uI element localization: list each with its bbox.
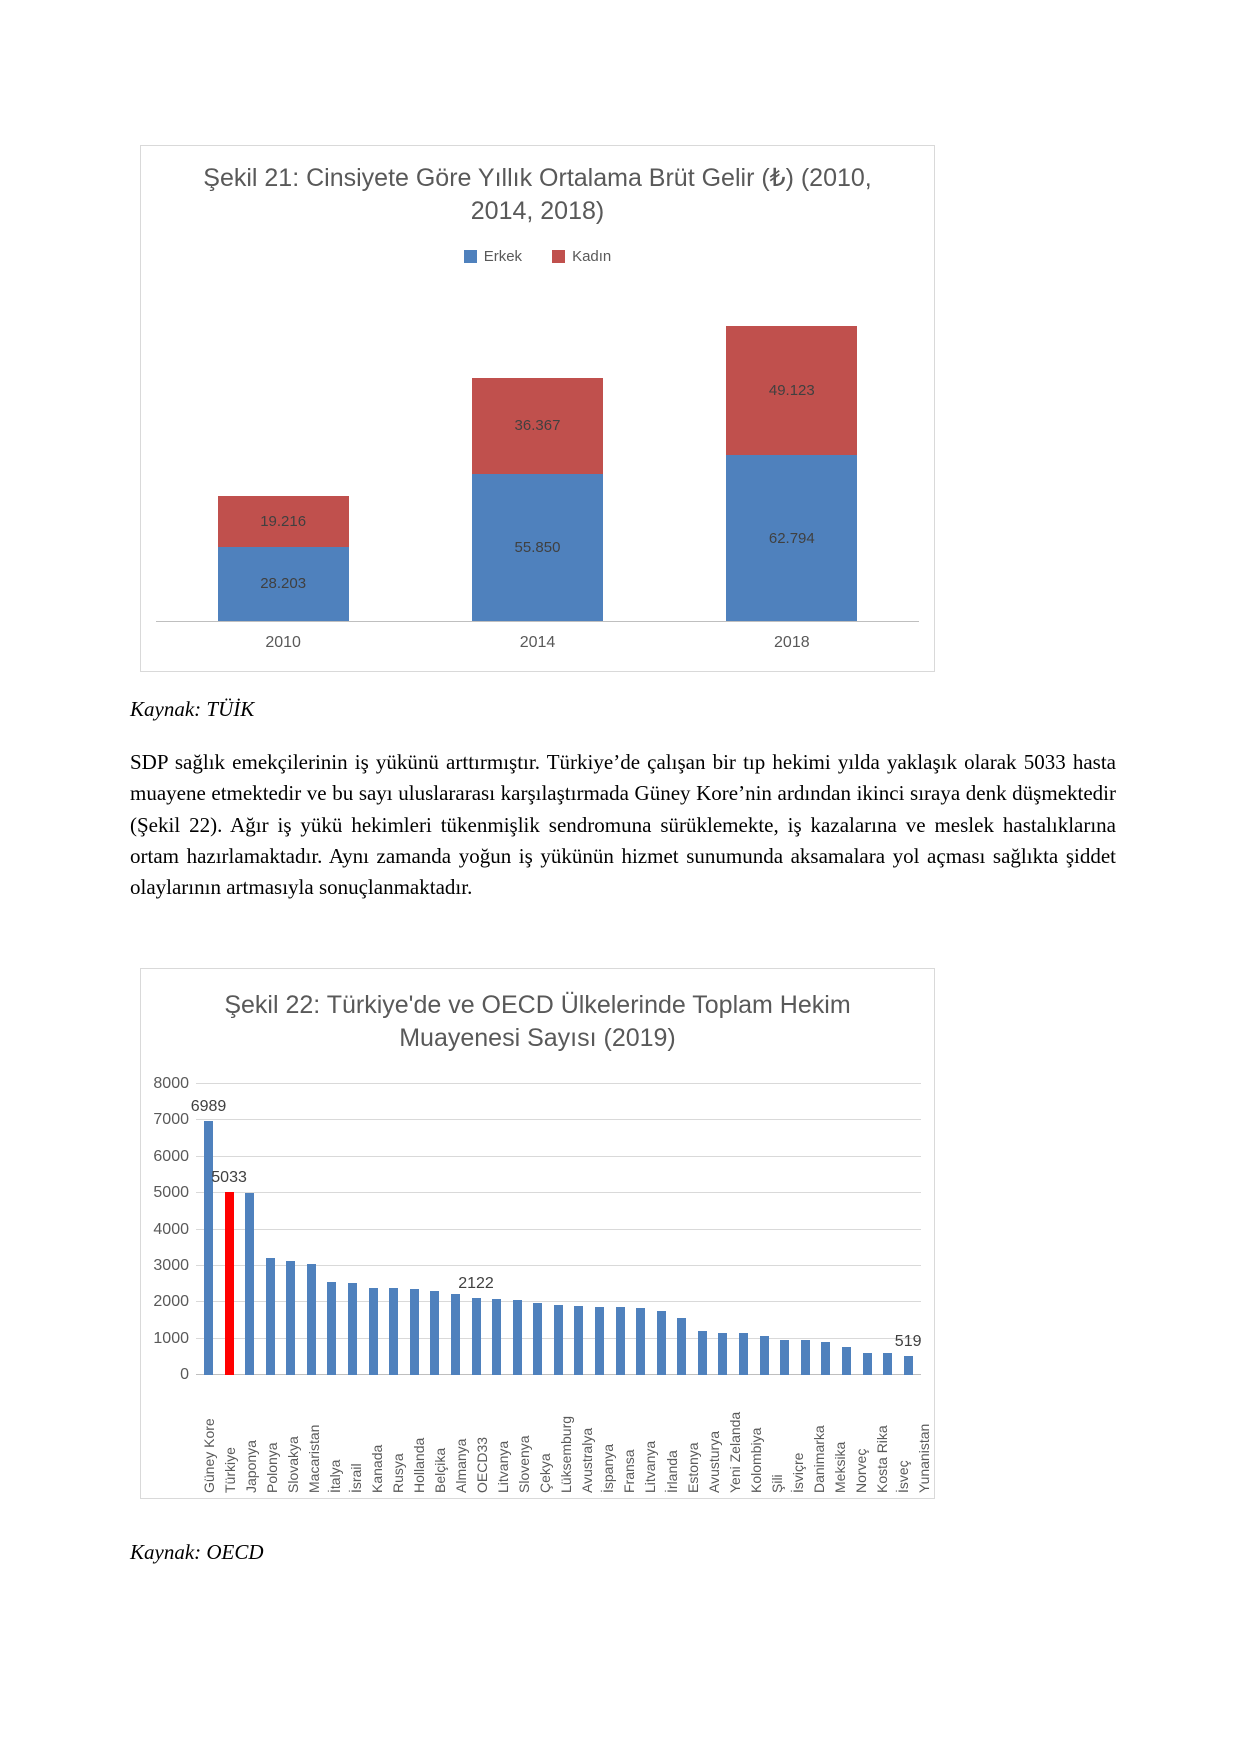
- legend-item: [464, 248, 522, 265]
- bar-column: [245, 1193, 254, 1375]
- bar-column: [348, 1283, 357, 1375]
- bar: [801, 1340, 810, 1375]
- x-axis-label: [347, 1381, 364, 1493]
- x-axis-label: [789, 1381, 806, 1493]
- x-axis-label: [284, 1381, 301, 1493]
- x-axis-label: [221, 1381, 238, 1493]
- x-axis-label-text: Kanada: [368, 1444, 385, 1493]
- x-axis-label-text: Belçika: [432, 1447, 449, 1493]
- bar: [327, 1282, 336, 1375]
- figure-22-bars: [190, 1084, 922, 1375]
- x-axis-label-text: Meksika: [831, 1441, 848, 1493]
- data-label: 5033: [211, 1168, 247, 1186]
- bar-column: [801, 1340, 810, 1375]
- x-axis-label-text: Hollanda: [410, 1437, 427, 1493]
- x-axis-label: [389, 1381, 406, 1493]
- figure-22-yaxis: [143, 1075, 189, 1383]
- x-axis-label-text: Yeni Zelanda: [726, 1411, 743, 1493]
- bar-column: [863, 1353, 872, 1375]
- y-axis-label: 3000: [153, 1256, 189, 1274]
- x-axis-label-text: Litvanya: [642, 1440, 659, 1493]
- bar-value-label: 62.794: [768, 529, 815, 547]
- bar-column: [533, 1303, 542, 1375]
- x-axis-label-text: İspanya: [600, 1443, 617, 1493]
- legend-swatch-icon: [464, 250, 477, 263]
- x-axis-label: [579, 1381, 596, 1493]
- data-label: 6989: [190, 1097, 227, 1115]
- bar-column: [636, 1308, 645, 1375]
- x-axis-label: [621, 1381, 638, 1493]
- figure-21-xaxis: [156, 634, 919, 652]
- bar: [616, 1307, 625, 1375]
- x-axis-label-text: Avusturya: [705, 1431, 722, 1493]
- x-axis-label-text: Güney Kore: [200, 1418, 217, 1493]
- x-axis-label: [537, 1381, 554, 1493]
- x-axis-label: [810, 1381, 827, 1493]
- y-axis-label: 0: [180, 1366, 189, 1383]
- x-axis-label-text: Fransa: [621, 1449, 638, 1493]
- x-axis-label-text: Danimarka: [810, 1425, 827, 1493]
- bar-column: [266, 1258, 275, 1375]
- figure-21: [140, 145, 935, 672]
- x-axis-label: 2014: [519, 634, 556, 651]
- bar: [739, 1333, 748, 1375]
- bar: [574, 1306, 583, 1375]
- bar: [410, 1289, 419, 1375]
- bar: [533, 1303, 542, 1375]
- x-axis-label: [684, 1381, 701, 1493]
- bar-column: [698, 1331, 707, 1375]
- bar-column: [894, 1333, 922, 1375]
- bar-column: [492, 1299, 501, 1375]
- bar-column: [451, 1294, 460, 1375]
- figure-22-xaxis: [196, 1381, 937, 1493]
- x-axis-label-text: Türkiye: [221, 1447, 238, 1493]
- bar: [204, 1121, 213, 1375]
- bar-column: [718, 1333, 727, 1375]
- x-axis-label: [495, 1381, 512, 1493]
- stacked-bar: [218, 496, 349, 621]
- bar-column: [842, 1347, 851, 1375]
- x-axis-label: [326, 1381, 343, 1493]
- bar: [492, 1299, 501, 1375]
- body-paragraph: SDP sağlık emekçilerinin iş yükünü arttırmıştır. Türkiye’de çalışan bir tıp hekimi yılda yaklaşık olarak 5033 hasta muayene etmektedir ve bu sayı uluslararası karşılaştırmada Güney Kore’nin ardından ikinci sıraya denk düşmektedir (Şekil 22). Ağır iş yükü hekimleri tükenmişlik sendromuna sürüklemekte, iş kazalarına ve meslek hastalıklarına ortam hazırlamaktadır. Aynı zamanda yoğun iş yükünün hizmet sunumunda aksamalara yol açması sağlıkta şiddet olaylarının artmasıyla sonuçlanmaktadır.: [130, 750, 1116, 900]
- bar: [225, 1192, 234, 1375]
- x-axis-label: [263, 1381, 280, 1493]
- x-axis-label-text: Kosta Rika: [874, 1425, 890, 1493]
- x-axis-label: [305, 1381, 322, 1493]
- bar: [513, 1300, 522, 1375]
- x-axis-label: [368, 1381, 385, 1493]
- x-axis-label-text: Estonya: [684, 1442, 701, 1493]
- bar: [863, 1353, 872, 1375]
- data-label: 2122: [458, 1274, 494, 1292]
- x-axis-label-text: İsveç: [895, 1460, 912, 1493]
- x-axis-label: [852, 1381, 869, 1493]
- legend-item: [552, 248, 611, 265]
- x-axis-label: [663, 1381, 680, 1493]
- x-axis-label-text: Şili: [768, 1474, 785, 1493]
- x-axis-label: [432, 1381, 449, 1493]
- bar-column: [190, 1097, 227, 1375]
- bar-value-label: 19.216: [260, 512, 307, 530]
- y-axis-label: 1000: [153, 1329, 189, 1347]
- x-axis-label-text: Kolombiya: [747, 1427, 764, 1493]
- bar: [307, 1264, 316, 1375]
- bar-column: [430, 1291, 439, 1375]
- bar: [821, 1342, 830, 1375]
- x-axis-label: [516, 1381, 533, 1493]
- bar-segment: [218, 496, 349, 547]
- figure-22-plot: [190, 1084, 922, 1375]
- bar-column: [883, 1353, 892, 1375]
- bar: [369, 1288, 378, 1375]
- bar: [554, 1305, 563, 1375]
- bar-value-label: 55.850: [514, 538, 561, 556]
- x-axis-label-text: Yunanistan: [916, 1423, 933, 1493]
- source-tuik: Kaynak: TÜİK: [130, 697, 255, 721]
- bar-column: [410, 1289, 419, 1375]
- y-axis-label: 4000: [153, 1220, 189, 1238]
- bar: [389, 1288, 398, 1375]
- bar: [451, 1294, 460, 1375]
- bar: [266, 1258, 275, 1375]
- x-axis-label-text: Japonya: [242, 1440, 259, 1493]
- x-axis-label-text: İtalya: [326, 1459, 343, 1493]
- bar-column: [513, 1300, 522, 1375]
- x-axis-label: [726, 1381, 743, 1493]
- bar: [698, 1331, 707, 1375]
- x-axis-label-text: Norveç: [852, 1448, 869, 1493]
- bar: [472, 1298, 481, 1375]
- y-axis-label: 7000: [153, 1111, 189, 1129]
- bar-column: [821, 1342, 830, 1375]
- bar: [595, 1307, 604, 1375]
- bar-column: [780, 1340, 789, 1375]
- bar-segment: [726, 455, 857, 621]
- source-oecd: Kaynak: OECD: [130, 1540, 264, 1564]
- bar-column: [574, 1306, 583, 1375]
- bar: [677, 1318, 686, 1375]
- bar: [718, 1333, 727, 1375]
- bar-column: [286, 1261, 295, 1375]
- x-axis-label-text: Çekya: [537, 1453, 554, 1493]
- y-axis-label: 6000: [153, 1147, 189, 1165]
- bar: [286, 1261, 295, 1375]
- x-axis-label-text: Avustralya: [579, 1427, 596, 1493]
- bar: [657, 1311, 666, 1375]
- bar-column: [327, 1282, 336, 1375]
- x-axis-label-text: OECD33: [474, 1436, 491, 1493]
- bar-column: [554, 1305, 563, 1375]
- x-axis-label-text: Slovenya: [516, 1435, 533, 1493]
- y-axis-label: 2000: [153, 1293, 189, 1311]
- x-axis-label: [874, 1381, 890, 1493]
- x-axis-label-text: Almanya: [453, 1438, 470, 1493]
- bar: [883, 1353, 892, 1375]
- bar-segment: [472, 378, 603, 474]
- bar-column: [616, 1307, 625, 1375]
- bar-segment: [726, 326, 857, 456]
- x-axis-label: [410, 1381, 427, 1493]
- bar: [348, 1283, 357, 1375]
- x-axis-label: [642, 1381, 659, 1493]
- x-axis-label: 2010: [265, 634, 301, 651]
- bar: [780, 1340, 789, 1375]
- bar-column: [211, 1168, 247, 1375]
- stacked-bar: [472, 378, 603, 621]
- figure-21-title: Şekil 21: Cinsiyete Göre Yıllık Ortalama Brüt Gelir (₺) (2010, 2014, 2018): [203, 164, 872, 225]
- bar-column: [389, 1288, 398, 1375]
- data-label: 519: [894, 1333, 922, 1351]
- bar-column: [369, 1288, 378, 1375]
- bar: [842, 1347, 851, 1375]
- stacked-bar: [726, 326, 857, 621]
- x-axis-label-text: İsrail: [347, 1463, 364, 1493]
- x-axis-label: [474, 1381, 491, 1493]
- x-axis-label: [600, 1381, 617, 1493]
- bar: [904, 1356, 913, 1375]
- bar-column: [595, 1307, 604, 1375]
- bar-segment: [472, 474, 603, 621]
- x-axis-label: [242, 1381, 259, 1493]
- x-axis-label-text: Rusya: [389, 1453, 406, 1493]
- x-axis-label-text: Litvanya: [495, 1440, 512, 1493]
- figure-21-plot: [156, 286, 919, 622]
- x-axis-label: [747, 1381, 764, 1493]
- x-axis-label: [916, 1381, 933, 1493]
- x-axis-label: [895, 1381, 912, 1493]
- bar-column: [307, 1264, 316, 1375]
- bar: [636, 1308, 645, 1375]
- bar: [760, 1336, 769, 1375]
- bar-column: [458, 1274, 494, 1375]
- x-axis-label-text: Lüksemburg: [558, 1415, 575, 1493]
- figure-21-legend: [141, 248, 934, 265]
- bar-segment: [218, 547, 349, 621]
- legend-label: Erkek: [483, 248, 523, 265]
- x-axis-label: [705, 1381, 722, 1493]
- x-axis-label: [768, 1381, 785, 1493]
- bar-value-label: 36.367: [514, 417, 561, 435]
- legend-swatch-icon: [552, 250, 565, 263]
- x-axis-label-text: İsviçre: [789, 1452, 806, 1493]
- x-axis-label-text: Polonya: [263, 1442, 280, 1493]
- y-axis-label: 5000: [153, 1184, 189, 1202]
- bar-column: [677, 1318, 686, 1375]
- y-axis-label: 8000: [153, 1075, 189, 1092]
- bar: [245, 1193, 254, 1375]
- bar: [430, 1291, 439, 1375]
- x-axis-label-text: Macaristan: [305, 1424, 322, 1493]
- x-axis-label: [453, 1381, 470, 1493]
- figure-22-title: Şekil 22: Türkiye'de ve OECD Ülkelerinde Toplam Hekim Muayenesi Sayısı (2019): [224, 991, 851, 1052]
- x-axis-label: 2018: [774, 634, 810, 651]
- bar-value-label: 49.123: [768, 381, 815, 399]
- figure-22: [140, 968, 935, 1499]
- x-axis-label: [831, 1381, 848, 1493]
- x-axis-label: [558, 1381, 575, 1493]
- bar-column: [657, 1311, 666, 1375]
- legend-label: Kadın: [572, 248, 612, 265]
- x-axis-label-text: Slovakya: [284, 1436, 301, 1493]
- bar-column: [760, 1336, 769, 1375]
- x-axis-label-text: İrlanda: [663, 1450, 680, 1493]
- bar-column: [739, 1333, 748, 1375]
- x-axis-label: [200, 1381, 217, 1493]
- bar-value-label: 28.203: [260, 575, 307, 593]
